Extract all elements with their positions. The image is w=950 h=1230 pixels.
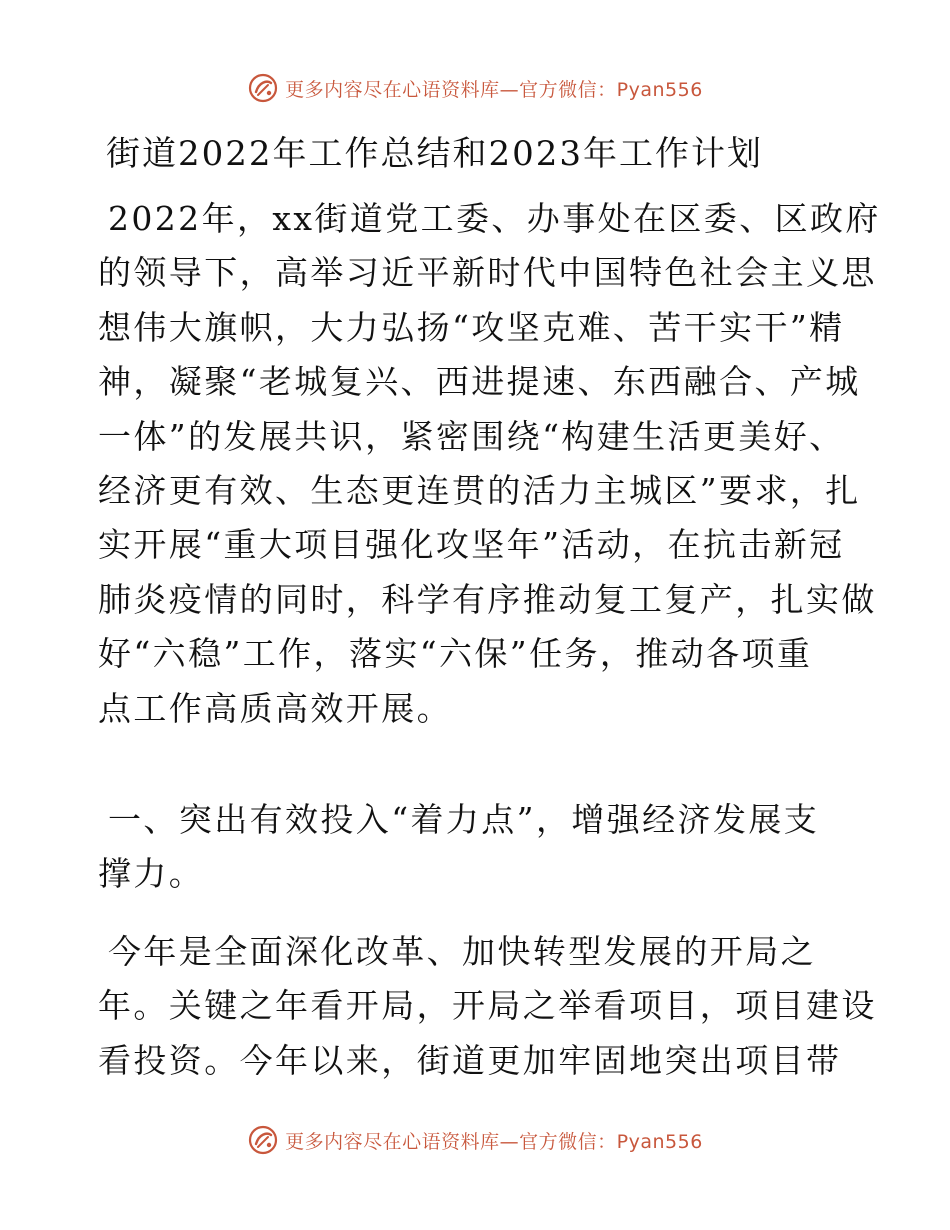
watermark-text: 更多内容尽在心语资料库—官方微信：Pyan556 — [285, 1130, 703, 1153]
section-heading-1 — [98, 793, 850, 902]
paragraph-intro — [98, 192, 881, 736]
watermark-footer — [0, 1124, 950, 1156]
text-line: 神，凝聚“老城复兴、西进提速、东西融合、产城 — [98, 362, 861, 402]
text-line: 的领导下，高举习近平新时代中国特色社会主义思 — [98, 253, 877, 293]
text-line: 一、突出有效投入“着力点”，增强经济发展支 — [108, 800, 820, 839]
text-line: 经济更有效、生态更连贯的活力主城区”要求，扎 — [98, 470, 861, 510]
text-line: 2022年，xx街道党工委、办事处在区委、区政府 — [108, 199, 881, 238]
text-line: 想伟大旗帜，大力弘扬“攻坚克难、苦干实干”精 — [98, 307, 845, 347]
watermark-header — [0, 72, 950, 104]
brand-logo-icon — [247, 1124, 279, 1156]
text-line: 撑力。 — [98, 854, 205, 894]
watermark-text: 更多内容尽在心语资料库—官方微信：Pyan556 — [285, 78, 703, 101]
text-line: 看投资。今年以来，街道更加牢固地突出项目带 — [98, 1040, 842, 1080]
text-line: 一体”的发展共识，紧密围绕“构建生活更美好、 — [98, 416, 845, 456]
text-line: 点工作高质高效开展。 — [98, 688, 452, 728]
brand-logo-icon — [247, 72, 279, 104]
text-line: 肺炎疫情的同时，科学有序推动复工复产，扎实做 — [98, 579, 877, 619]
text-line: 好“六稳”工作，落实“六保”任务，推动各项重 — [98, 634, 813, 674]
page-title: 街道2022年工作总结和2023年工作计划 — [106, 134, 764, 174]
text-line: 实开展“重大项目强化攻坚年”活动，在抗击新冠 — [98, 525, 845, 565]
text-line: 今年是全面深化改革、加快转型发展的开局之 — [108, 932, 816, 971]
paragraph-section-1 — [98, 925, 877, 1088]
text-line: 年。关键之年看开局，开局之举看项目，项目建设 — [98, 986, 877, 1026]
